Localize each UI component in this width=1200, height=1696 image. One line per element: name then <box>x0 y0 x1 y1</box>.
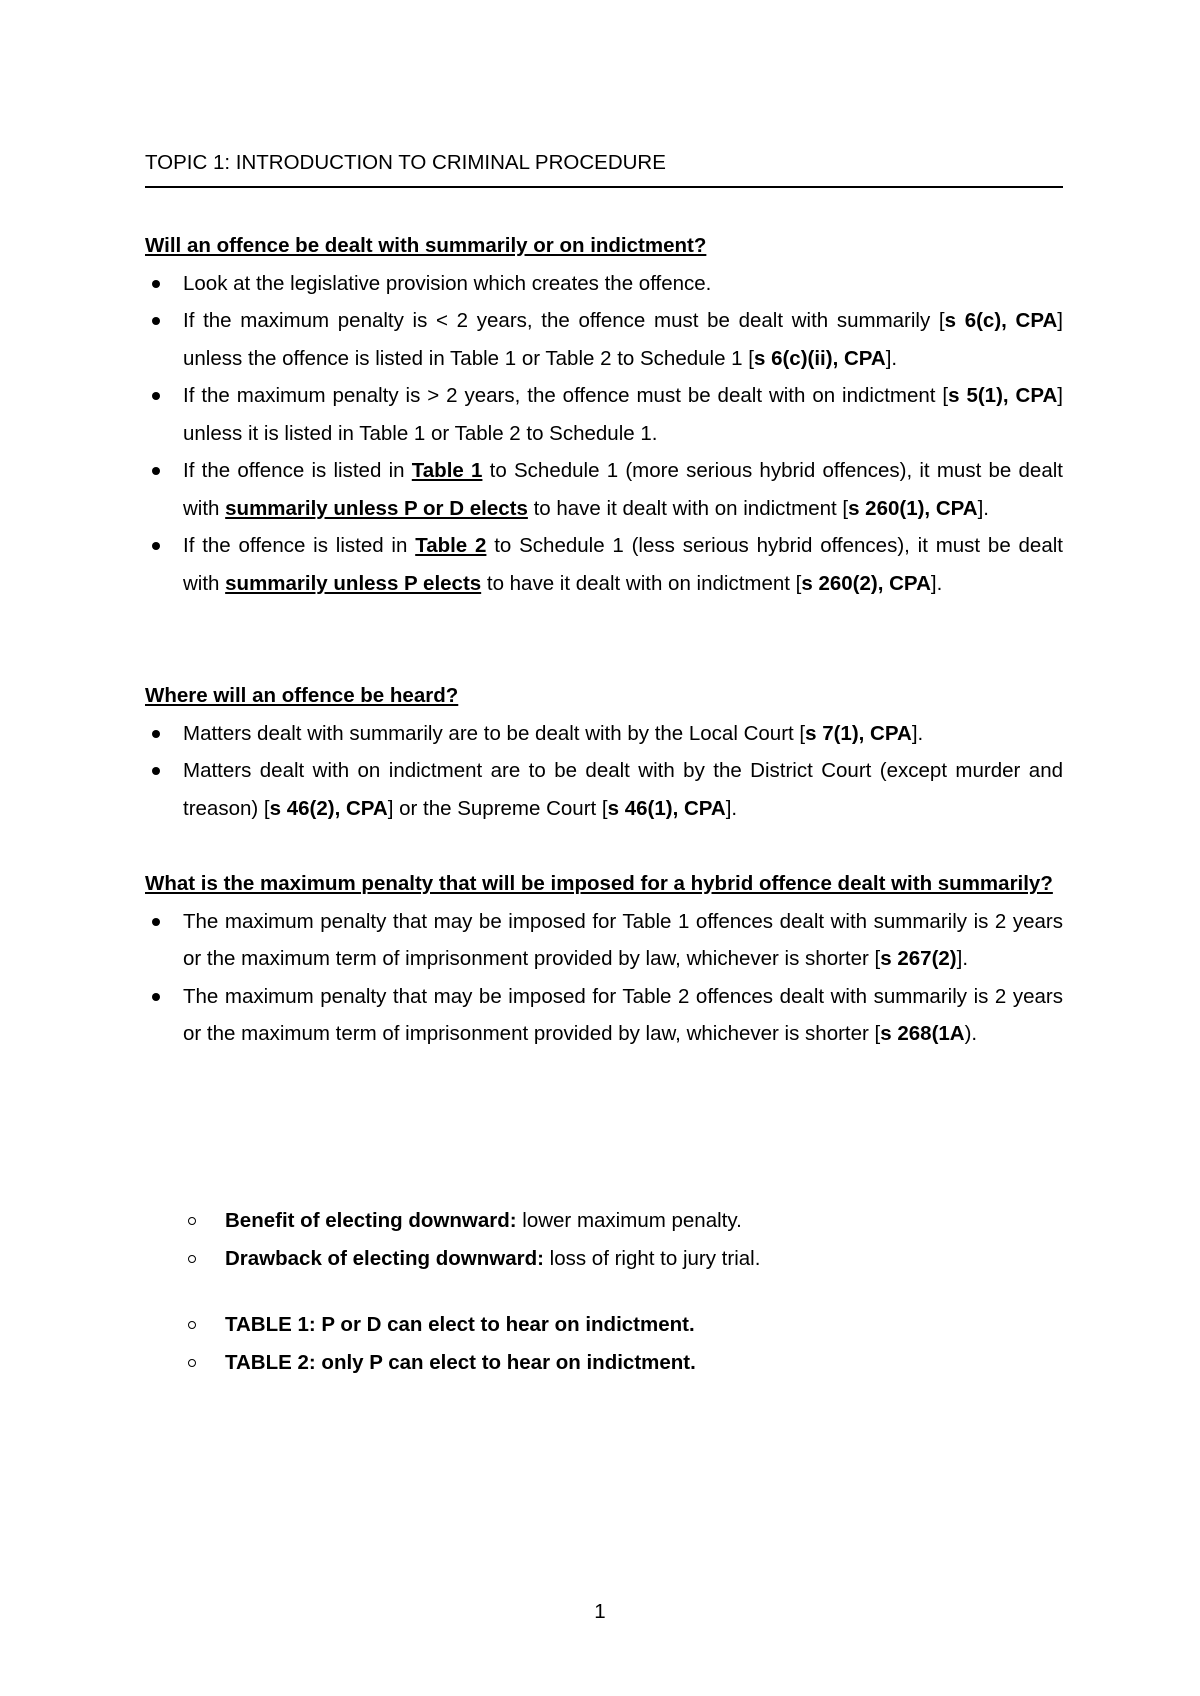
list-item: If the offence is listed in Table 1 to Schedule 1 (more serious hybrid offences), it must be dealt with summarily unless P or D elects to have it dealt with on indictment [s 260(1), CPA]. <box>145 452 1063 527</box>
emphasis: summarily unless P elects <box>225 571 482 595</box>
sub-list-item: TABLE 1: P or D can elect to hear on indictment. <box>145 1306 1063 1344</box>
list-item: The maximum penalty that may be imposed for Table 2 offences dealt with summarily is 2 years or the maximum term of imprisonment provided by law, whichever is shorter [s 268(1A). <box>145 978 1063 1053</box>
bullet-icon <box>152 542 160 550</box>
list-item: Look at the legislative provision which creates the offence. <box>145 265 1063 303</box>
bullet-icon <box>152 317 160 325</box>
emphasis: summarily unless P or D elects <box>225 496 528 520</box>
page-title: TOPIC 1: INTRODUCTION TO CRIMINAL PROCEDURE <box>145 151 666 174</box>
bullet-list <box>145 903 1063 1053</box>
list-item: If the maximum penalty is > 2 years, the offence must be dealt with on indictment [s 5(1), CPA] unless it is listed in Table 1 or Table 2 to Schedule 1. <box>145 377 1063 452</box>
statute-reference: s 46(1), CPA <box>607 796 726 820</box>
statute-reference: s 268(1A <box>880 1022 965 1045</box>
section-where-heard <box>145 677 1063 827</box>
bullet-icon <box>152 767 160 775</box>
circle-bullet-icon <box>188 1217 196 1225</box>
section-heading: Will an offence be dealt with summarily or on indictment? <box>145 234 707 257</box>
bullet-list <box>145 715 1063 828</box>
sub-list <box>145 1202 1063 1277</box>
title-rule <box>145 186 1063 188</box>
emphasis: Table 2 <box>415 534 487 557</box>
statute-reference: s 46(2), CPA <box>269 796 388 820</box>
bullet-icon <box>152 993 160 1001</box>
statute-reference: s 260(2), CPA <box>801 571 931 595</box>
list-item: If the maximum penalty is < 2 years, the offence must be dealt with summarily [s 6(c), CPA] unless the offence is listed in Table 1 or Table 2 to Schedule 1 [s 6(c)(ii), CPA]. <box>145 302 1063 377</box>
section-maximum-penalty <box>145 865 1063 1053</box>
sub-list-item: TABLE 2: only P can elect to hear on indictment. <box>145 1344 1063 1382</box>
section-summary-or-indictment <box>145 227 1063 602</box>
page-number: 1 <box>594 1600 606 1623</box>
sub-list <box>145 1306 1063 1381</box>
bullet-list <box>145 265 1063 603</box>
emphasis: Table 1 <box>411 459 483 482</box>
statute-reference: s 7(1), CPA <box>805 721 912 745</box>
list-item: The maximum penalty that may be imposed for Table 1 offences dealt with summarily is 2 years or the maximum term of imprisonment provided by law, whichever is shorter [s 267(2)]. <box>145 903 1063 978</box>
statute-reference: s 6(c), CPA <box>944 309 1058 332</box>
sub-list-item: Drawback of electing downward: loss of right to jury trial. <box>145 1240 1063 1278</box>
bullet-icon <box>152 730 160 738</box>
circle-bullet-icon <box>188 1359 196 1367</box>
bullet-icon <box>152 392 160 400</box>
list-item: If the offence is listed in Table 2 to Schedule 1 (less serious hybrid offences), it must be dealt with summarily unless P elects to have it dealt with on indictment [s 260(2), CPA]. <box>145 527 1063 602</box>
bullet-icon <box>152 280 160 288</box>
list-item: Matters dealt with on indictment are to be dealt with by the District Court (except murder and treason) [s 46(2), CPA] or the Supreme Court [s 46(1), CPA]. <box>145 752 1063 827</box>
statute-reference: s 260(1), CPA <box>848 496 978 520</box>
table-election-summary <box>145 1306 1063 1381</box>
section-heading: Where will an offence be heard? <box>145 684 459 707</box>
statute-reference: s 267(2) <box>880 947 957 970</box>
circle-bullet-icon <box>188 1255 196 1263</box>
content <box>145 150 1063 1374</box>
bullet-icon <box>152 467 160 475</box>
statute-reference: s 6(c)(ii), CPA <box>753 346 886 370</box>
statute-reference: s 5(1), CPA <box>948 384 1058 407</box>
circle-bullet-icon <box>188 1321 196 1329</box>
sub-list-item: Benefit of electing downward: lower maximum penalty. <box>145 1202 1063 1240</box>
election-notes <box>145 1202 1063 1277</box>
bullet-icon <box>152 918 160 926</box>
section-heading: What is the maximum penalty that will be imposed for a hybrid offence dealt with summarily? <box>145 872 1053 895</box>
list-item: Matters dealt with summarily are to be dealt with by the Local Court [s 7(1), CPA]. <box>145 715 1063 753</box>
